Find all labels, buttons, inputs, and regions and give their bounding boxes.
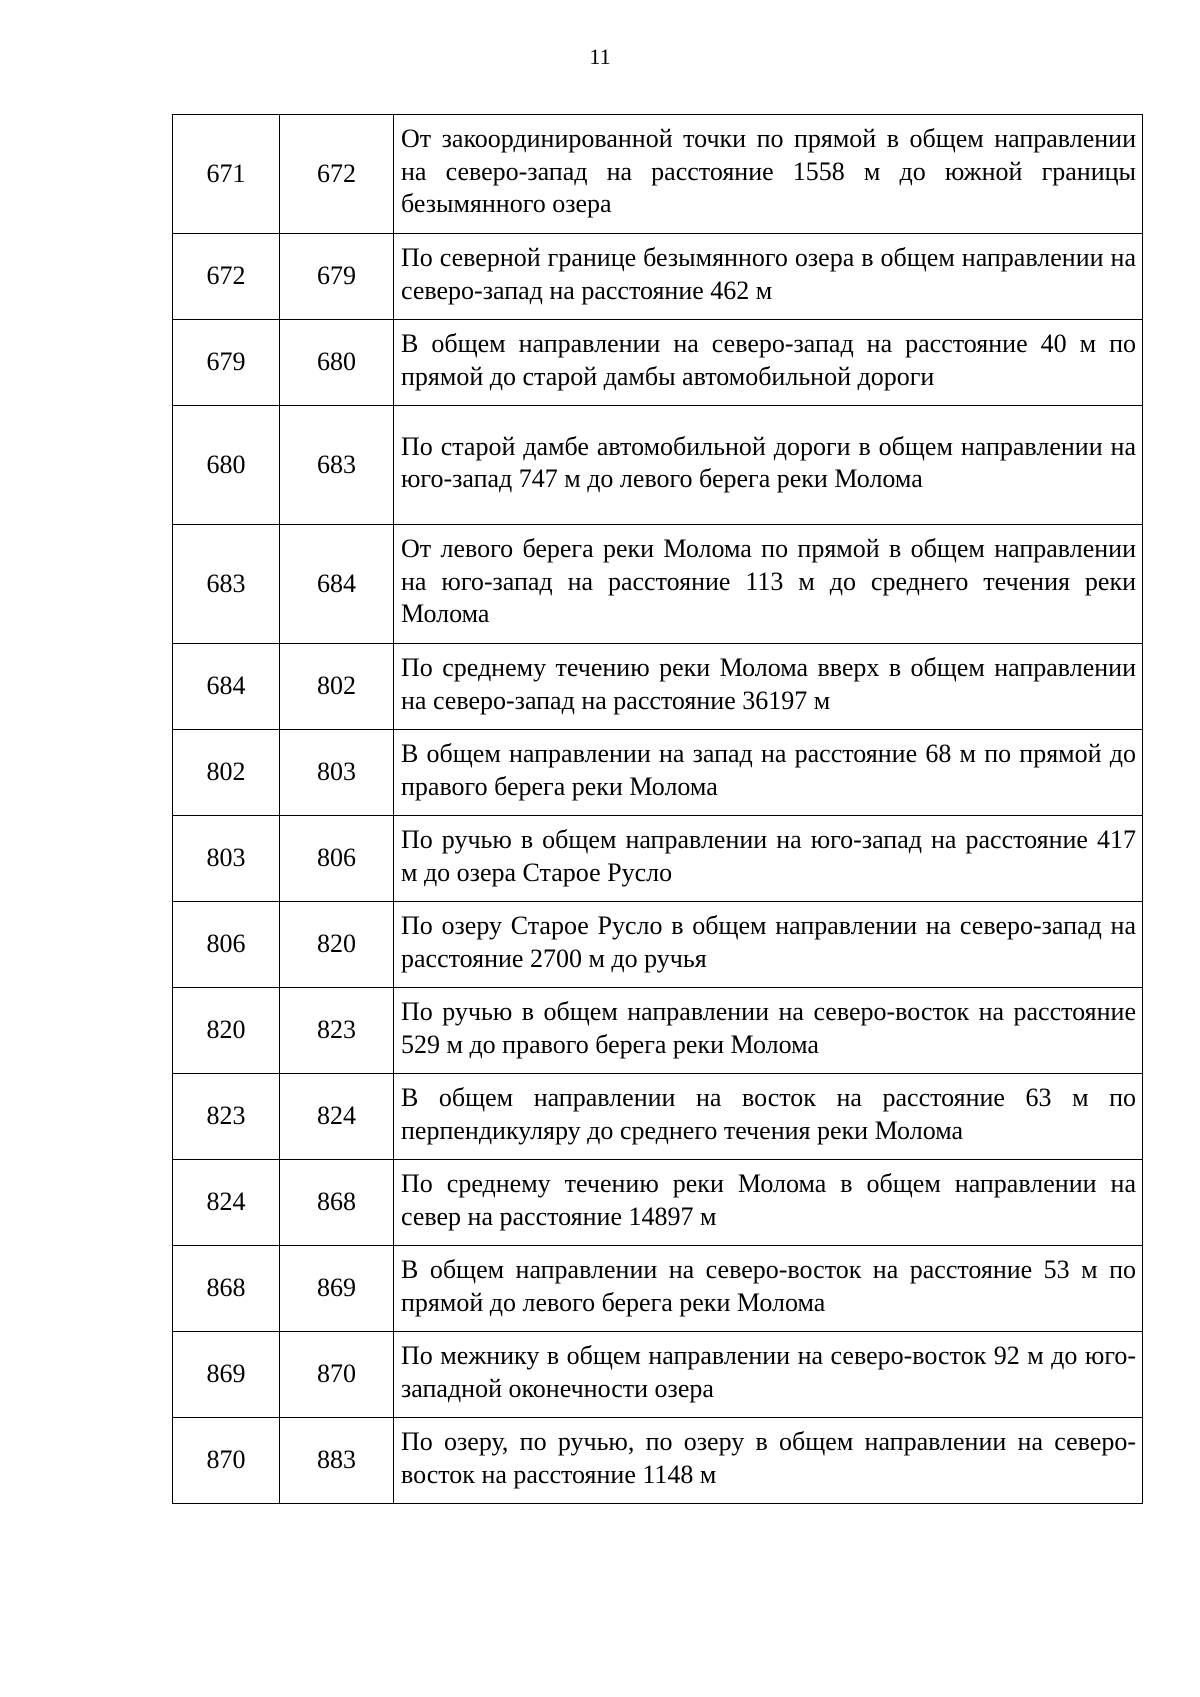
from-point-cell: 680 bbox=[173, 406, 280, 525]
boundary-table bbox=[172, 114, 1143, 1504]
from-point-cell: 868 bbox=[173, 1246, 280, 1332]
from-point-cell: 806 bbox=[173, 902, 280, 988]
to-point-cell: 870 bbox=[280, 1332, 394, 1418]
from-point-cell: 824 bbox=[173, 1160, 280, 1246]
from-point-cell: 671 bbox=[173, 115, 280, 234]
description-cell: По межнику в общем направлении на северо-восток 92 м до юго-западной оконечности озера bbox=[394, 1332, 1143, 1418]
to-point-cell: 672 bbox=[280, 115, 394, 234]
table-row bbox=[173, 816, 1143, 902]
to-point-cell: 684 bbox=[280, 525, 394, 644]
table-row bbox=[173, 1160, 1143, 1246]
to-point-cell: 806 bbox=[280, 816, 394, 902]
description-cell: В общем направлении на восток на расстояние 63 м по перпендикуляру до среднего течения реки Молома bbox=[394, 1074, 1143, 1160]
table-row bbox=[173, 115, 1143, 234]
table-row bbox=[173, 730, 1143, 816]
from-point-cell: 672 bbox=[173, 234, 280, 320]
from-point-cell: 870 bbox=[173, 1418, 280, 1504]
description-cell: В общем направлении на запад на расстояние 68 м по прямой до правого берега реки Молома bbox=[394, 730, 1143, 816]
to-point-cell: 683 bbox=[280, 406, 394, 525]
from-point-cell: 803 bbox=[173, 816, 280, 902]
table-row bbox=[173, 1332, 1143, 1418]
table-row bbox=[173, 1074, 1143, 1160]
description-cell: По среднему течению реки Молома в общем направлении на север на расстояние 14897 м bbox=[394, 1160, 1143, 1246]
table-row bbox=[173, 406, 1143, 525]
to-point-cell: 803 bbox=[280, 730, 394, 816]
table-row bbox=[173, 320, 1143, 406]
from-point-cell: 823 bbox=[173, 1074, 280, 1160]
table-row bbox=[173, 988, 1143, 1074]
table-row bbox=[173, 902, 1143, 988]
to-point-cell: 679 bbox=[280, 234, 394, 320]
from-point-cell: 869 bbox=[173, 1332, 280, 1418]
to-point-cell: 868 bbox=[280, 1160, 394, 1246]
from-point-cell: 679 bbox=[173, 320, 280, 406]
table-row bbox=[173, 525, 1143, 644]
description-cell: По ручью в общем направлении на северо-восток на расстояние 529 м до правого берега реки Молома bbox=[394, 988, 1143, 1074]
to-point-cell: 824 bbox=[280, 1074, 394, 1160]
from-point-cell: 684 bbox=[173, 644, 280, 730]
description-cell: По ручью в общем направлении на юго-запад на расстояние 417 м до озера Старое Русло bbox=[394, 816, 1143, 902]
description-cell: По озеру Старое Русло в общем направлении на северо-запад на расстояние 2700 м до ручья bbox=[394, 902, 1143, 988]
to-point-cell: 802 bbox=[280, 644, 394, 730]
table-row bbox=[173, 234, 1143, 320]
description-cell: От закоординированной точки по прямой в общем направлении на северо-запад на расстояние 1558 м до южной границы безымянного озера bbox=[394, 115, 1143, 234]
to-point-cell: 883 bbox=[280, 1418, 394, 1504]
description-cell: По среднему течению реки Молома вверх в общем направлении на северо-запад на расстояние 36197 м bbox=[394, 644, 1143, 730]
description-cell: По старой дамбе автомобильной дороги в общем направлении на юго-запад 747 м до левого берега реки Молома bbox=[394, 406, 1143, 525]
to-point-cell: 823 bbox=[280, 988, 394, 1074]
description-cell: От левого берега реки Молома по прямой в общем направлении на юго-запад на расстояние 113 м до среднего течения реки Молома bbox=[394, 525, 1143, 644]
page-number: 11 bbox=[589, 44, 611, 69]
table-row bbox=[173, 1246, 1143, 1332]
from-point-cell: 820 bbox=[173, 988, 280, 1074]
description-cell: По озеру, по ручью, по озеру в общем направлении на северо-восток на расстояние 1148 м bbox=[394, 1418, 1143, 1504]
from-point-cell: 683 bbox=[173, 525, 280, 644]
table-row bbox=[173, 644, 1143, 730]
from-point-cell: 802 bbox=[173, 730, 280, 816]
description-cell: В общем направлении на северо-восток на расстояние 53 м по прямой до левого берега реки Молома bbox=[394, 1246, 1143, 1332]
to-point-cell: 680 bbox=[280, 320, 394, 406]
description-cell: По северной границе безымянного озера в общем направлении на северо-запад на расстояние 462 м bbox=[394, 234, 1143, 320]
description-cell: В общем направлении на северо-запад на расстояние 40 м по прямой до старой дамбы автомобильной дороги bbox=[394, 320, 1143, 406]
to-point-cell: 820 bbox=[280, 902, 394, 988]
table-row bbox=[173, 1418, 1143, 1504]
to-point-cell: 869 bbox=[280, 1246, 394, 1332]
